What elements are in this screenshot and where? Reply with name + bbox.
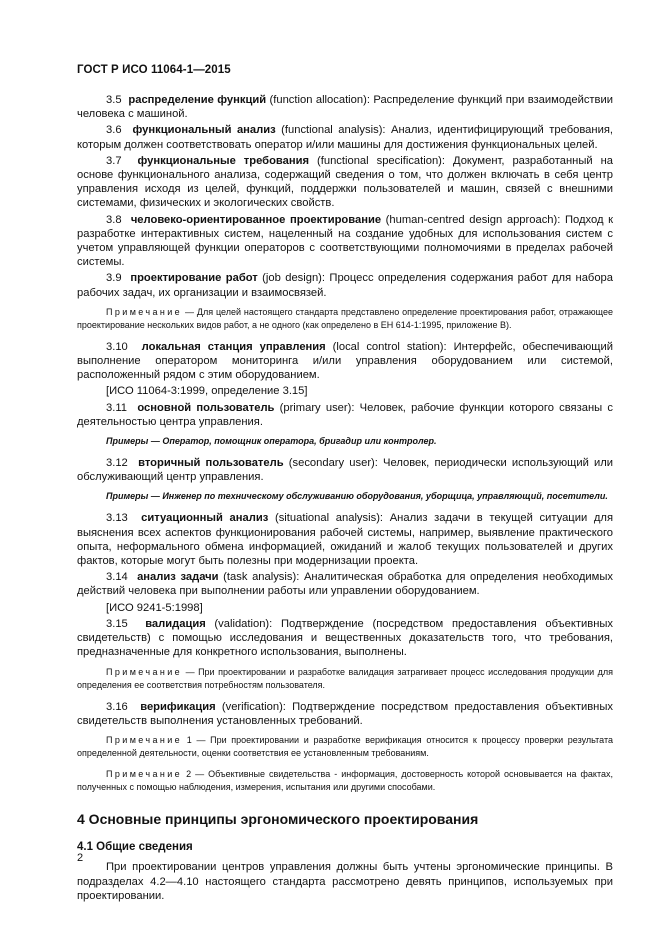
examples-3-12: Примеры — Инженер по техническому обслуживанию оборудования, уборщица, управляющий, посетители. xyxy=(106,491,608,502)
definition-text: Анализ задачи в текущей ситуации для выяснения всех аспектов функционирования рабочей системы, например, выявление практического опыта, неформального обмена информацией, ожиданий и жалоб текущих пользователей и других фактов, которые могут быть полезны при модернизации проекта. xyxy=(77,512,613,568)
term: верификация xyxy=(140,700,216,713)
item-number: 3.8 xyxy=(106,213,122,226)
item-number: 3.6 xyxy=(106,124,122,137)
term: вторичный пользователь xyxy=(138,457,284,470)
definition-3-8 xyxy=(77,213,613,270)
term-english: (function allocation): xyxy=(266,94,370,106)
definition-text: Подход к разработке интерактивных систем, нацеленный на создание удобных для использования систем с учетом управляющей функции операторов с соответствующими полномочиями в пределах рабочей системы. xyxy=(77,213,613,269)
examples-3-11: Примеры — Оператор, помощник оператора, бригадир или контролер. xyxy=(106,436,437,447)
term-english: (human-centred design approach): xyxy=(381,213,561,226)
term: валидация xyxy=(145,617,206,630)
definition-text: Анализ, идентифицирующий требования, которым должен соответствовать оператор и/или машины для достижения функциональных целей. xyxy=(77,124,613,151)
term-english: (job design): xyxy=(257,272,326,285)
page-header: ГОСТ Р ИСО 11064-1—2015 xyxy=(77,64,231,76)
term-english: (situational analysis): xyxy=(268,512,384,525)
page-content xyxy=(77,93,613,905)
term: распределение функций xyxy=(128,94,267,106)
item-number: 3.5 xyxy=(106,94,122,106)
term: функциональный анализ xyxy=(132,124,276,137)
term-english: (validation): xyxy=(205,617,273,630)
reference-3-14: [ИСО 9241-5:1998] xyxy=(106,601,203,614)
term: проектирование работ xyxy=(130,272,258,285)
definition-3-5 xyxy=(77,93,613,121)
term: человеко-ориентированное проектирование xyxy=(130,213,382,226)
definition-3-13 xyxy=(77,511,613,568)
definition-3-15 xyxy=(77,617,613,660)
definition-3-6 xyxy=(77,123,613,151)
note-label: Примечание xyxy=(106,768,183,779)
page-number: 2 xyxy=(77,852,84,864)
note-label: Примечание xyxy=(106,666,183,677)
note-text: — Для целей настоящего стандарта представлено определение проектирования работ, отражающее проектирование нескольких видов работ, а не одного (как определено в ЕН 614-1:1995, приложение В). xyxy=(77,306,613,330)
section-4-1-heading: 4.1 Общие сведения xyxy=(77,841,193,854)
reference-3-10: [ИСО 11064-3:1999, определение 3.15] xyxy=(106,385,308,398)
term-english: (functional specification): xyxy=(309,154,446,167)
item-number: 3.11 xyxy=(106,401,127,414)
term-english: (primary user): xyxy=(274,401,355,414)
term-english: (local control station): xyxy=(325,340,447,353)
item-number: 3.13 xyxy=(106,512,128,525)
term-english: (secondary user): xyxy=(283,457,378,470)
item-number: 3.9 xyxy=(106,272,122,285)
definition-text: Подтверждение посредством предоставления объективных свидетельств выполнения установленных требований. xyxy=(77,700,613,727)
note-3-16-2 xyxy=(77,768,613,794)
section-4-heading: 4 Основные принципы эргономического проектирования xyxy=(77,810,479,827)
definition-text: Процесс определения содержания работ для набора рабочих задач, их организации и взаимосвязей. xyxy=(77,272,613,299)
note-text: 1 — При проектировании и разработке верификация относится к процессу проверки результата определенной деятельности, оценки соответствия ее установленным требованиям. xyxy=(77,734,613,758)
note-3-15 xyxy=(77,666,613,692)
term-english: (task analysis): xyxy=(218,571,300,584)
definition-text: Интерфейс, обеспечивающий выполнение оператором мониторинга и/или управления оборудованием или системой, расположенный рядом с этим оборудованием. xyxy=(77,340,613,382)
definition-text: Аналитическая обработка для определения необходимых действий человека при выполнении работы или управлении оборудованием. xyxy=(77,571,613,598)
definition-text: Распределение функций при взаимодействии человека с машиной. xyxy=(77,94,613,121)
definition-3-10 xyxy=(77,340,613,383)
term: анализ задачи xyxy=(137,571,219,584)
definition-3-9 xyxy=(77,271,613,299)
definition-3-11 xyxy=(77,401,613,429)
item-number: 3.12 xyxy=(106,457,128,470)
definition-3-14 xyxy=(77,570,613,598)
note-label: Примечание xyxy=(106,306,183,317)
note-text: 2 — Объективные свидетельства - информация, достоверность которой основывается на фактах, полученных с помощью наблюдения, измерения, испытания или другими способами. xyxy=(77,768,613,792)
note-3-9 xyxy=(77,306,613,332)
definition-3-16 xyxy=(77,700,613,728)
term-english: (functional analysis): xyxy=(275,124,386,137)
note-3-16-1 xyxy=(77,734,613,760)
definition-text: Человек, периодически использующий или обслуживающий центр управления. xyxy=(77,457,614,484)
term: функциональные требования xyxy=(137,154,310,167)
note-text: — При проектировании и разработке валидация затрагивает процесс исследования продукции для определения ее соответствия потребностям пользователя. xyxy=(77,666,613,690)
item-number: 3.14 xyxy=(106,571,128,584)
item-number: 3.7 xyxy=(106,154,122,167)
item-number: 3.16 xyxy=(106,700,128,713)
definition-3-12 xyxy=(77,456,613,484)
item-number: 3.10 xyxy=(106,340,128,353)
definition-3-7 xyxy=(77,154,613,211)
section-4-1-text: При проектировании центров управления должны быть учтены эргономические принципы. В подразделах 4.2—4.10 настоящего стандарта рассмотрено девять принципов, используемых при проектировании. xyxy=(77,861,613,902)
definition-text: Документ, разработанный на основе функционального анализа, содержащий сведения о том, что должен включать в себя центр управления исходя из целей, функций, поддержки пользователей и машин, связей с внешними системами, физических и экологических свойств. xyxy=(77,154,613,210)
term: локальная станция управления xyxy=(141,340,326,353)
item-number: 3.15 xyxy=(106,617,128,630)
term: основной пользователь xyxy=(137,401,275,414)
definition-text: Подтверждение (посредством предоставления объективных свидетельств) с помощью исследования и вещественных доказательств того, что требования, предназначенные для конкретного использования, выполнены. xyxy=(77,617,614,659)
definition-text: Человек, рабочие функции которого связаны с деятельностью центра управления. xyxy=(77,401,613,428)
note-label: Примечание xyxy=(106,734,183,745)
term: ситуационный анализ xyxy=(141,512,269,525)
term-english: (verification): xyxy=(215,700,286,713)
